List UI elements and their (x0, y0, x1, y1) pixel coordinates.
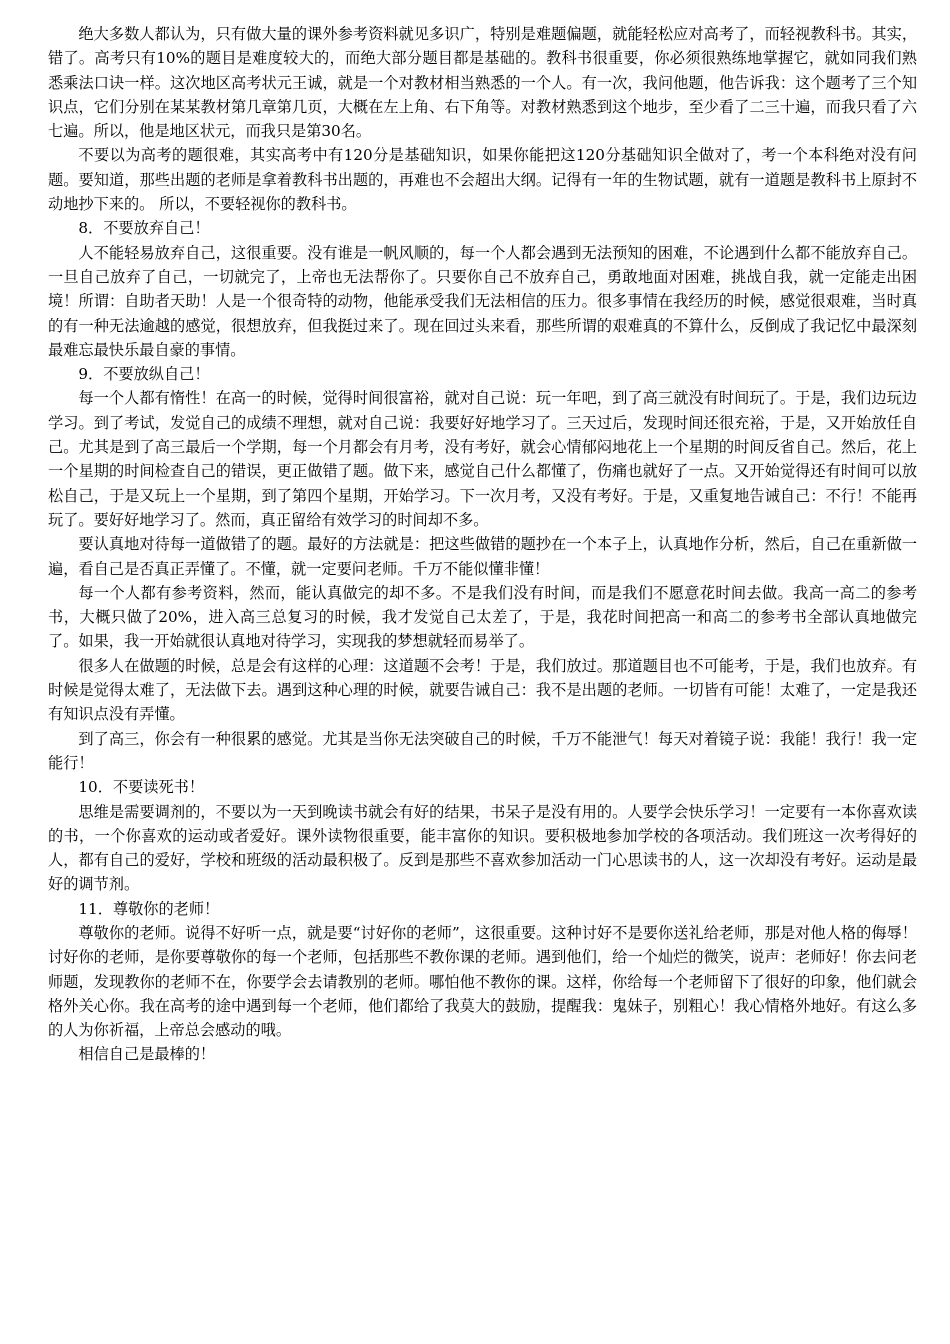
paragraph-mindset: 很多人在做题的时候，总是会有这样的心理：这道题不会考！于是，我们放过。那道题目也不可能考，于是，我们也放弃。有时候是觉得太难了，无法做下去。遇到这种心理的时候，就要告诫自己：我不是出题的老师。一切皆有可能！太难了，一定是我还有知识点没有弄懂。 (48, 656, 917, 724)
heading-respect-teachers: 11．尊敬你的老师！ (78, 899, 220, 918)
paragraph-respect-teachers: 尊敬你的老师。说得不好听一点，就是要“讨好你的老师”，这很重要。这种讨好不是要你送礼给老师，那是对他人格的侮辱！讨好你的老师，是你要尊敬你的每一个老师，包括那些不教你课的老师。遇到他们，给一个灿烂的微笑，说声：老师好！你去问老师题，发现教你的老师不在，你要学会去请教别的老师。哪怕他不教你的课。这样，你给每一个老师留下了很好的印象，他们就会格外关心你。我在高考的途中遇到每一个老师，他们都给了我莫大的鼓励，提醒我：鬼妹子，别粗心！我心情格外地好。有这么多的人为你祈福，上帝总会感动的哦。 (48, 923, 917, 1040)
paragraph-closing: 相信自己是最棒的！ (78, 1045, 216, 1064)
paragraph-dont-give-up: 人不能轻易放弃自己，这很重要。没有谁是一帆风顺的，每一个人都会遇到无法预知的困难，不论遇到什么都不能放弃自己。一旦自己放弃了自己，一切就完了，上帝也无法帮你了。只要你自己不放弃自己，勇敢地面对困难，挑战自我，就一定能走出困境！所谓：自助者天助！人是一个很奇特的动物，他能承受我们无法相信的压力。很多事情在我经历的时候，感觉很艰难，当时真的有一种无法逾越的感觉，很想放弃，但我挺过来了。现在回过头来看，那些所谓的艰难真的不算什么，反倒成了我记忆中最深刻最难忘最快乐最自豪的事情。 (48, 243, 917, 359)
document-page (48, 22, 917, 1067)
paragraph-happy-learning: 思维是需要调剂的，不要以为一天到晚读书就会有好的结果，书呆子是没有用的。人要学会快乐学习！一定要有一本你喜欢读的书，一个你喜欢的运动或者爱好。课外读物很重要，能丰富你的知识。要积极地参加学校的各项活动。我们班这一次考得好的人，都有自己的爱好，学校和班级的活动最积极了。反到是那些不喜欢参加活动一门心思读书的人，这一次却没有考好。运动是最好的调节剂。 (48, 802, 917, 894)
paragraph-inertia: 每一个人都有惰性！在高一的时候，觉得时间很富裕，就对自己说：玩一年吧，到了高三就没有时间玩了。于是，我们边玩边学习。到了考试，发觉自己的成绩不理想，就对自己说：我要好好地学习了。三天过后，发现时间还很充裕，于是，又开始放任自己。尤其是到了高三最后一个学期，每一个月都会有月考，没有考好，就会心情郁闷地花上一个星期的时间反省自己。然后，花上一个星期的时间检查自己的错误，更正做错了题。做下来，感觉自己什么都懂了，伤痛也就好了一点。又开始觉得还有时间可以放松自己，于是又玩上一个星期，到了第四个星期，开始学习。下一次月考，又没有考好。于是，又重复地告诫自己：不行！不能再玩了。要好好地学习了。然而，真正留给有效学习的时间却不多。 (48, 389, 917, 529)
paragraph-basic-knowledge: 不要以为高考的题很难，其实高考中有120分是基础知识，如果你能把这120分基础知识全做对了，考一个本科绝对没有问题。要知道，那些出题的老师是拿着教科书出题的，再难也不会超出大纲。记得有一年的生物试题，就有一道题是教科书上原封不动地抄下来的。 所以，不要轻视你的教科书。 (48, 146, 917, 214)
paragraph-wrong-questions: 要认真地对待每一道做错了的题。最好的方法就是：把这些做错的题抄在一个本子上，认真地作分析，然后，自己在重新做一遍，看自己是否真正弄懂了。不懂，就一定要问老师。千万不能似懂非懂！ (48, 535, 917, 578)
paragraph-textbook-importance: 绝大多数人都认为，只有做大量的课外参考资料就见多识广，特别是难题偏题，就能轻松应对高考了，而轻视教科书。其实，错了。高考只有10%的题目是难度较大的，而绝大部分题目都是基础的。教科书很重要，你必须很熟练地掌握它，就如同我们熟悉乘法口诀一样。这次地区高考状元王诚，就是一个对教材相当熟悉的一个人。有一次，我问他题，他告诉我：这个题考了三个知识点，它们分别在某某教材第几章第几页，大概在左上角、右下角等。对教材熟悉到这个地步，至少看了二三十遍，而我只看了六七遍。所以，他是地区状元，而我只是第30名。 (48, 25, 917, 141)
paragraph-senior-year: 到了高三，你会有一种很累的感觉。尤其是当你无法突破自己的时候，千万不能泄气！每天对着镜子说：我能！我行！我一定能行！ (48, 729, 917, 772)
heading-dont-read-dead-books: 10．不要读死书！ (78, 778, 205, 797)
heading-dont-indulge: 9．不要放纵自己！ (78, 365, 210, 384)
paragraph-reference-books: 每一个人都有参考资料，然而，能认真做完的却不多。不是我们没有时间，而是我们不愿意花时间去做。我高一高二的参考书，大概只做了20%，进入高三总复习的时候，我才发觉自己太差了，于是，我花时间把高一和高二的参考书全部认真地做完了。如果，我一开始就很认真地对待学习，实现我的梦想就轻而易举了。 (48, 583, 917, 651)
heading-dont-give-up: 8．不要放弃自己！ (78, 219, 210, 238)
